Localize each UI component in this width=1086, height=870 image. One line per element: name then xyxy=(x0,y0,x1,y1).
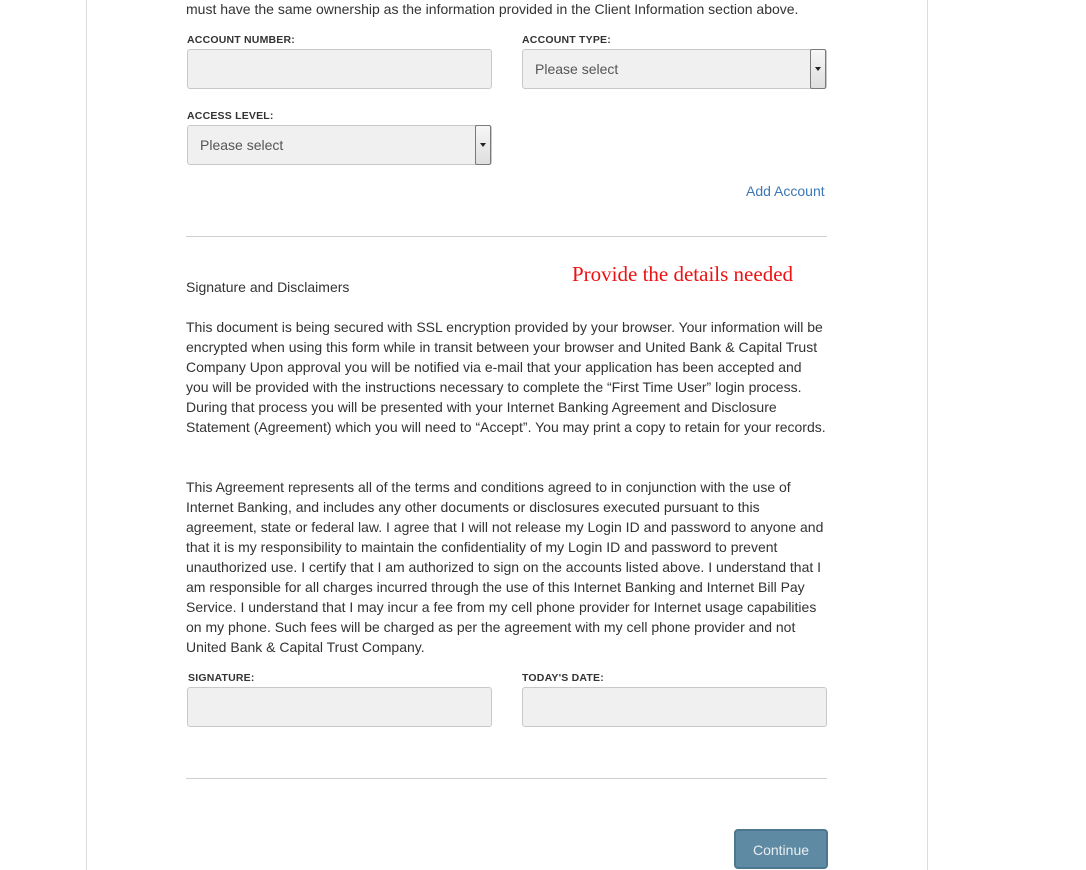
divider xyxy=(186,236,827,237)
signature-input[interactable] xyxy=(187,687,492,727)
disclaimer-paragraph-1: This document is being secured with SSL encryption provided by your browser. Your information will be encrypted when using this form while in transit between your browser and United Bank & Capital Trust Company Upon approval you will be notified via e-mail that your application has been accepted and you will be provided with the instructions necessary to complete the “First Time User” login process. During that process you will be presented with your Internet Banking Agreement and Disclosure Statement (Agreement) which you will need to “Accept”. You may print a copy to retain for your records. xyxy=(186,319,826,435)
todays-date-input[interactable] xyxy=(522,687,827,727)
access-level-label: ACCESS LEVEL: xyxy=(187,110,274,122)
access-level-select[interactable] xyxy=(187,125,492,165)
todays-date-label: TODAY'S DATE: xyxy=(522,672,604,684)
account-type-label: ACCOUNT TYPE: xyxy=(522,34,611,46)
account-number-input[interactable] xyxy=(187,49,492,89)
account-type-selected: Please select xyxy=(535,61,619,77)
chevron-down-icon[interactable] xyxy=(810,49,826,89)
continue-button[interactable]: Continue xyxy=(734,829,828,869)
account-type-select[interactable] xyxy=(522,49,827,89)
chevron-down-icon[interactable] xyxy=(475,125,491,165)
account-number-label: ACCOUNT NUMBER: xyxy=(187,34,295,46)
disclaimer-paragraph-2: This Agreement represents all of the terms and conditions agreed to in conjunction with the use of Internet Banking, and includes any other documents or disclosures executed pursuant to this agreement, state or federal law. I agree that I will not release my Login ID and password to anyone and that it is my responsibility to maintain the confidentiality of my Login ID and password to prevent unauthorized use. I certify that I am authorized to sign on the accounts listed above. I understand that I am responsible for all charges incurred through the use of this Internet Banking and Internet Bill Pay Service. I understand that I may incur a fee from my cell phone provider for Internet usage capabilities on my phone. Such fees will be charged as per the agreement with my cell phone provider and not United Bank & Capital Trust Company. xyxy=(186,479,824,655)
divider xyxy=(186,778,827,779)
signature-label: SIGNATURE: xyxy=(188,672,255,684)
signature-section-heading: Signature and Disclaimers xyxy=(186,279,350,295)
access-level-selected: Please select xyxy=(200,137,284,153)
add-account-link[interactable]: Add Account xyxy=(746,183,825,199)
intro-text: must have the same ownership as the information provided in the Client Information section above. xyxy=(186,1,799,17)
notice-text: Provide the details needed xyxy=(572,262,794,286)
